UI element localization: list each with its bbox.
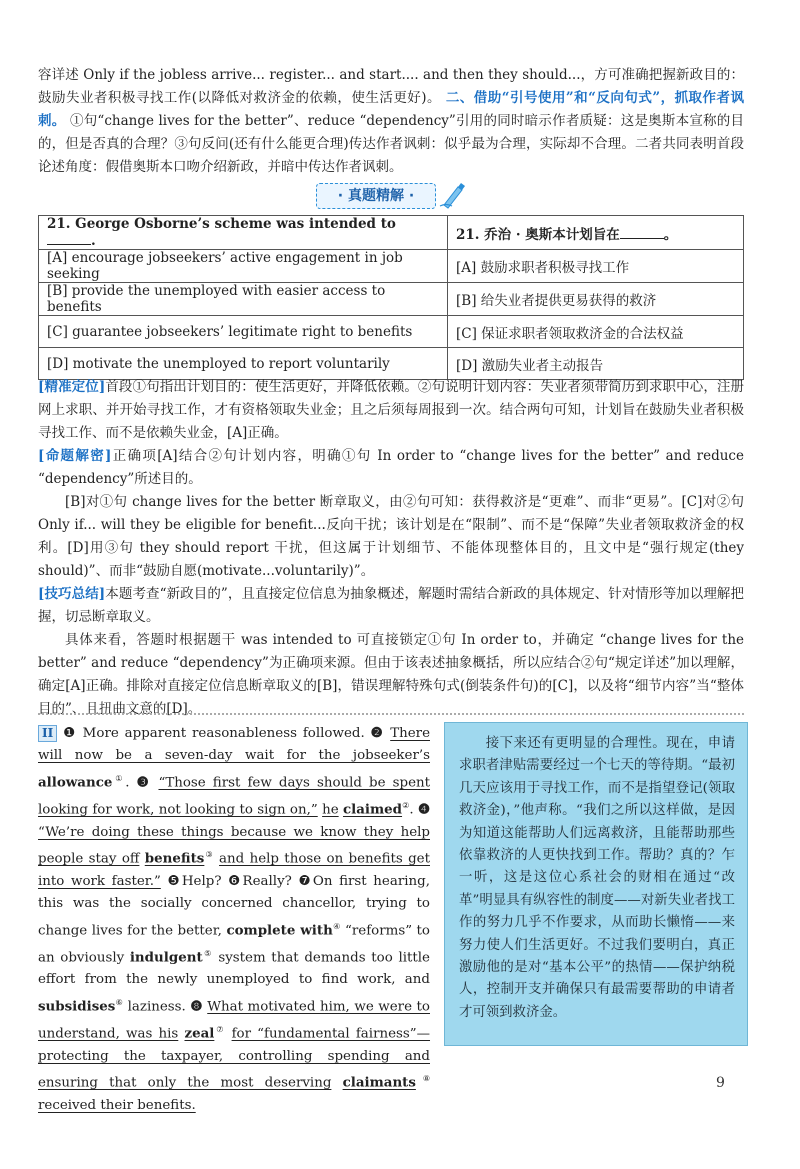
question-stem-en: 21. George Osborne’s scheme was intended to . [39,216,448,250]
option-row [39,250,744,283]
vocab-word: zeal [184,1025,215,1042]
vocab-word: allowance [38,774,113,791]
divider [38,713,744,715]
tag-locate: [精准定位] [38,379,106,395]
analysis-decode: [命题解密]正确项[A]结合②句计划内容，明确①句 In order to “change lives for the better” and reduce “dependency”所述目的。 [38,448,744,487]
vocab-word: indulgent [129,949,203,965]
option-row [39,316,744,348]
pen-icon [438,181,466,209]
option-en: [C] guarantee jobseekers’ legitimate right to benefits [39,316,448,348]
option-cn: [A] 鼓励求职者积极寻找工作 [448,250,744,283]
option-en: [A] encourage jobseekers’ active engagement in job seeking [39,250,448,283]
analysis-detail: 具体来看，答题时根据题干 was intended to 可直接锁定①句 In order to，并确定 “change lives for the better” and reduce “dependency”为正确项来源。但由于该表述抽象概括，所以应结合②句“规定详述”加以理解，确定[A]正确。排除对直接定位信息断章取义的[B]，错误理解特殊句式(倒装条件句)的[C]，以及将“细节内容”当“整体目的”、且扭曲文意的[D]。 [38,632,744,717]
option-row [39,348,744,380]
page-number: 9 [716,1075,725,1091]
vocab-word: benefits [144,850,205,867]
tag-decode: [命题解密] [38,448,112,464]
vocab-word: subsidises [38,998,116,1015]
question-stem-row [39,216,744,250]
option-cn: [C] 保证求职者领取救济金的合法权益 [448,316,744,348]
intro-heading: 二、借助“引号使用”和“反向句式”，抓取作者讽刺。 [38,90,744,129]
translation-text: 接下来还有更明显的合理性。现在，申请求职者津贴需要经过一个七天的等待期。“最初几天应该用于寻找工作，而不是指望登记(领取救济金)，”他声称。“我们之所以这样做，是因为知道这能帮助人们远离救济，且能帮助那些依靠救济的人更快找到工作。帮助？真的？乍一听，这是这位心系社会的财相在通过“改革”明显具有纵容性的制度——对新失业者找工作的努力几乎不作要求，从而助长懒惰——来努力使人们生活更好。不过我们要明白，真正激励他的是对“基本公平”的热情——保护纳税人，控制开支并确保只有最需要帮助的申请者才可领到救济金。 [459,736,735,1020]
option-en: [B] provide the unemployed with easier access to benefits [39,283,448,316]
intro-text-2: ①句“change lives for the better”、reduce “dependency”引用的同时暗示作者质疑：这是奥斯本宣称的目的，但是否真的合理？③句反问(还有什么能更合理)传达作者讽刺：似乎最为合理，实际却不合理。二者共同表明首段论述角度：假借奥斯本口吻介绍新政，并暗中传达作者讽刺。 [38,113,745,175]
vocab-word: complete with [226,922,333,939]
paragraph-marker: II [38,725,57,742]
analysis-summary: [技巧总结]本题考查“新政目的”，且直接定位信息为抽象概述，解题时需结合新政的具体规定、针对情形等加以理解把握，切忌断章取义。 [38,586,744,625]
intro-text: 容详述 Only if the jobless arrive... register... and start.... and then they should...，方可准确把握新政目的：鼓励失业者积极寻找工作(以降低对救济金的依赖，使生活更好)。 [38,67,744,106]
analysis-distractors: [B]对①句 change lives for the better 断章取义，由②句可知：获得救济是“更难”、而非“更易”。[C]对②句 Only if... will they be eligible for benefit...反向干扰；该计划是在“限制”、而不是“保障”失业者领取救济金的权利。[D]用③句 they should report 干扰，但这属于计划细节、不能体现整体目的，且文中是“强行规定(they should)”、而非“鼓励自愿(motivate...voluntarily)”。 [38,494,744,579]
option-cn: [D] 激励失业者主动报告 [448,348,744,380]
option-en: [D] motivate the unemployed to report voluntarily [39,348,448,380]
vocab-word: claimed [342,801,403,818]
option-cn: [B] 给失业者提供更易获得的救济 [448,283,744,316]
section-title-label: · 真题精解 · [316,183,436,209]
question-stem-cn: 21. 乔治 · 奥斯本计划旨在 。 [448,216,744,250]
option-row [39,283,744,316]
intro-paragraph [38,64,744,179]
analysis-locate: [精准定位]首段①句指出计划目的：使生活更好，并降低依赖。②句说明计划内容：失业者须带简历到求职中心，注册网上求职、并开始寻找工作，才有资格领取失业金；且之后须每周报到一次。结合两句可知，计划旨在鼓励失业者积极寻找工作、而不是依赖失业金，[A]正确。 [38,379,744,441]
answer-blank-cn [620,226,664,239]
question-table [38,215,744,380]
section-title [316,181,466,209]
tag-summary: [技巧总结] [38,586,106,602]
english-passage: II ❶ More apparent reasonableness followed. ❷ There will now be a seven-day wait for the jobseeker’s allowance①. ❸ “Those first few days should be spent looking for work, not looking to sign on,” he claimed②. ❹ “We’re doing these things because we know they help people stay off benefits③ and help those on benefits get into work faster.” ❺Help? ❻Really? ❼On first hearing, this was the socially concerned chancellor, trying to change lives for the better, complete with④ “reforms” to an obviously indulgent⑤ system that demands too little effort from the newly unemployed to find work, and subsidises⑥ laziness. ❽ What motivated him, we were to understand, was his zeal⑦ for “fundamental fairness”— protecting the taxpayer, controlling spending and ensuring that only the most deserving claimants⑧ received their benefits. [38,725,431,1113]
vocab-word: claimants [342,1074,416,1091]
answer-blank [47,232,91,245]
translation-box [444,722,748,1046]
